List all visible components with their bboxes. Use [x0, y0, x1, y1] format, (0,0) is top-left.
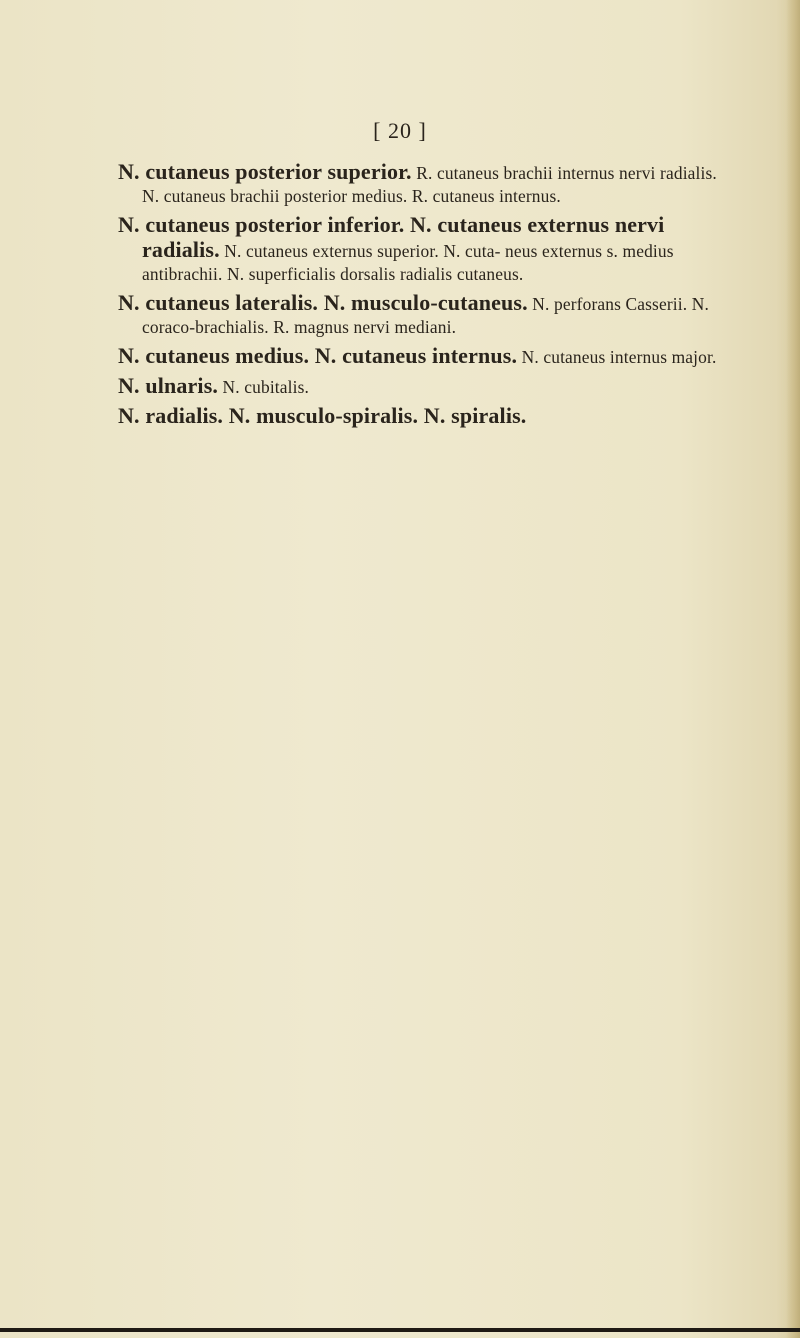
- entry-synonyms: N. cubitalis.: [218, 377, 310, 397]
- entry-heading: N. radialis. N. musculo-spiralis. N. spiralis.: [118, 403, 527, 428]
- page-edge-shadow: [786, 0, 800, 1338]
- entry-heading: N. ulnaris.: [118, 373, 219, 398]
- entry-synonyms: N. cutaneus externus superior. N. cuta- neus externus s. medius antibrachii. N. superficialis dorsalis radialis cutaneus.: [142, 241, 674, 284]
- entry-cutaneus-posterior-superior: [118, 160, 738, 208]
- entry-heading: N. cutaneus posterior inferior. N. cutaneus externus nervi radialis.: [118, 212, 665, 262]
- entry-cutaneus-medius: [118, 344, 738, 369]
- entry-heading: N. cutaneus lateralis. N. musculo-cutaneus.: [118, 290, 528, 315]
- entry-cutaneus-lateralis: [118, 291, 738, 339]
- entry-synonyms: N. cutaneus internus major.: [517, 347, 717, 367]
- entry-cutaneus-posterior-inferior: [118, 213, 738, 286]
- entry-synonyms: R. cutaneus brachii internus nervi radialis. N. cutaneus brachii posterior medius. R. cutaneus internus.: [142, 163, 717, 206]
- page-number: [ 20 ]: [373, 118, 427, 143]
- entry-heading: N. cutaneus posterior superior.: [118, 159, 412, 184]
- entry-radialis: [118, 404, 738, 429]
- entry-ulnaris: [118, 374, 738, 399]
- bottom-edge-rule: [0, 1328, 800, 1332]
- nerve-entry-list: [118, 160, 738, 434]
- entry-synonyms: N. perforans Casserii. N. coraco-brachialis. R. magnus nervi mediani.: [142, 294, 709, 337]
- entry-heading: N. cutaneus medius. N. cutaneus internus.: [118, 343, 518, 368]
